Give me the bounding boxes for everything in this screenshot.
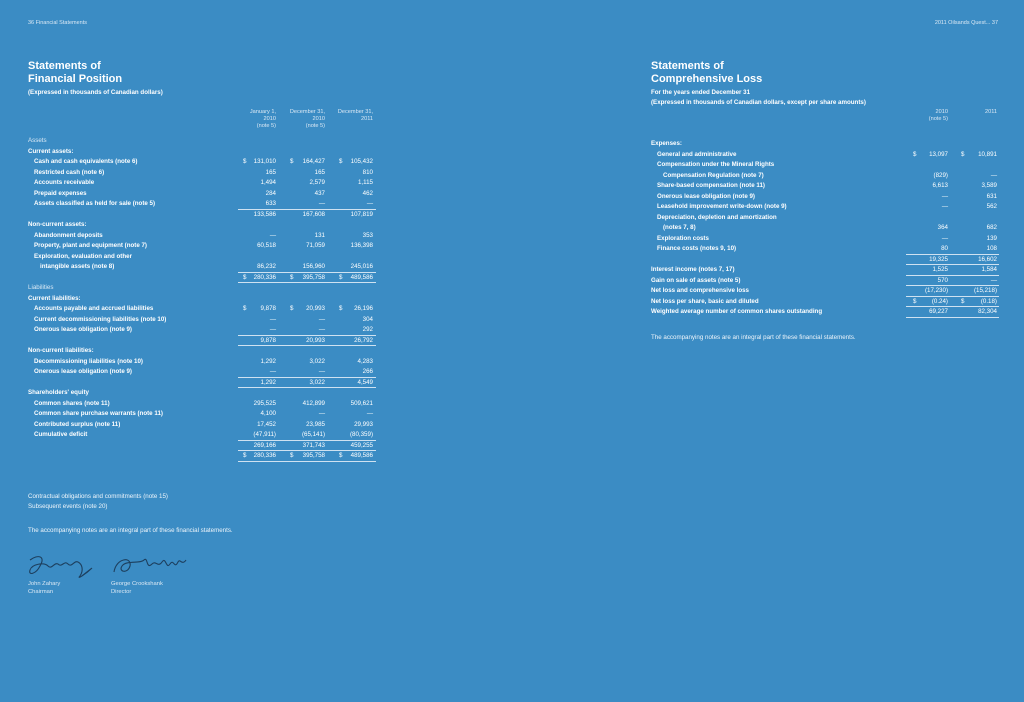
column-header-line: (note 5) (305, 123, 325, 129)
row-value: 395,758 (302, 452, 325, 459)
row-label: Expenses: (651, 140, 682, 147)
table-row (651, 234, 999, 245)
row-value: 682 (986, 224, 997, 231)
column-header-line: (note 5) (256, 123, 276, 129)
dollar-sign: $ (961, 297, 965, 305)
table-row (651, 223, 999, 234)
row-value: 133,586 (253, 210, 276, 218)
table-row (651, 160, 999, 171)
row-value: 105,432 (350, 158, 373, 165)
row-value: 3,022 (309, 378, 325, 386)
row-label: Cumulative deficit (34, 431, 88, 438)
row-value: 4,100 (260, 410, 276, 417)
table-row (28, 357, 376, 368)
column-header (888, 109, 948, 123)
table-row (651, 297, 999, 308)
table-row (28, 262, 376, 273)
row-value: 489,586 (350, 452, 373, 459)
row-value: 136,398 (350, 242, 373, 249)
row-label: Restricted cash (note 6) (34, 168, 105, 176)
table-row (651, 307, 999, 318)
row-label: Onerous lease obligation (note 9) (34, 326, 132, 333)
footnote: Subsequent events (note 20) (28, 503, 108, 510)
row-label: Accounts payable and accrued liabilities (34, 305, 154, 312)
row-label: Common share purchase warrants (note 11) (34, 410, 163, 417)
column-header-line: 2010 (312, 116, 325, 122)
row-value: 284 (265, 189, 276, 197)
row-value: 3,589 (981, 182, 997, 189)
row-value: 810 (362, 168, 373, 176)
table-row (28, 136, 376, 147)
row-value: 80 (941, 245, 948, 252)
table-row (28, 420, 376, 431)
table-row (651, 150, 999, 161)
row-value: — (269, 315, 276, 323)
row-label: Shareholders' equity (28, 389, 89, 396)
row-label: Accounts receivable (34, 179, 95, 186)
table-row (28, 441, 376, 452)
row-value: 17,452 (257, 420, 276, 428)
row-label: Compensation under the Mineral Rights (657, 161, 775, 168)
row-value: 1,292 (260, 357, 276, 365)
row-value: 295,525 (253, 399, 276, 407)
row-label: Leasehold improvement write-down (note 9) (657, 203, 787, 210)
row-label: Assets classified as held for sale (note 5) (34, 200, 156, 207)
column-header-line: 2011 (984, 109, 997, 115)
table-row (28, 367, 376, 378)
row-label: Onerous lease obligation (note 9) (657, 192, 755, 200)
table-row (28, 325, 376, 336)
row-value: 245,016 (350, 263, 373, 270)
table-row (651, 171, 999, 182)
row-value: — (269, 368, 276, 375)
row-value: (829) (933, 171, 948, 179)
signatory-role: Chairman (28, 589, 54, 595)
row-label: Prepaid expenses (34, 189, 87, 197)
column-header (216, 109, 276, 130)
row-value: 107,819 (350, 210, 373, 218)
table-row (28, 273, 376, 284)
table-row (28, 231, 376, 242)
table-row (651, 192, 999, 203)
row-value: 489,586 (350, 273, 373, 281)
row-value: — (366, 410, 373, 417)
row-value: 570 (937, 276, 948, 284)
signatory-role: Director (111, 589, 132, 595)
row-value: — (269, 231, 276, 239)
page-header-left: 36 Financial Statements (28, 20, 88, 26)
dollar-sign: $ (913, 150, 917, 158)
table-row (28, 294, 376, 305)
row-value: 82,304 (978, 308, 997, 315)
dollar-sign: $ (961, 150, 965, 158)
integral-note-right: The accompanying notes are an integral part of these financial statements. (651, 334, 856, 341)
row-value: — (941, 192, 948, 200)
dollar-sign: $ (290, 158, 294, 165)
table-row (28, 147, 376, 158)
row-value: 459,255 (350, 441, 373, 449)
table-row (28, 388, 376, 399)
row-value: 16,602 (978, 255, 997, 263)
table-row (28, 178, 376, 189)
row-value: 71,059 (306, 242, 325, 249)
table-row (28, 199, 376, 210)
row-value: 280,336 (253, 452, 276, 459)
table-row (28, 168, 376, 179)
row-value: 131,010 (253, 158, 276, 165)
row-label: General and administrative (657, 150, 737, 158)
row-value: — (318, 315, 325, 323)
dollar-sign: $ (243, 158, 247, 165)
row-value: — (366, 200, 373, 207)
title-line: Statements of (28, 60, 101, 72)
signature-zahary-image (24, 552, 96, 582)
row-value: 1,494 (260, 179, 276, 186)
signatory-2 (111, 580, 163, 596)
dollar-sign: $ (243, 305, 247, 312)
row-value: 364 (937, 224, 948, 231)
dollar-sign: $ (243, 273, 247, 281)
row-value: — (990, 276, 997, 284)
dollar-sign: $ (339, 305, 343, 312)
row-label: Compensation Regulation (note 7) (663, 171, 764, 179)
dollar-sign: $ (339, 452, 343, 459)
table-row (28, 346, 376, 357)
title-line: Statements of (651, 60, 724, 72)
row-value: 4,549 (357, 378, 373, 386)
comprehensive-loss-title (651, 60, 762, 86)
row-value: 2,579 (309, 179, 325, 186)
row-label: Cash and cash equivalents (note 6) (34, 158, 138, 165)
row-value: 6,613 (932, 182, 948, 189)
footnotes (28, 492, 168, 512)
row-label: (notes 7, 8) (663, 224, 696, 231)
row-value: 266 (362, 368, 373, 375)
column-header-line: 2010 (935, 109, 948, 115)
signatory-name: George Crookshank (111, 581, 163, 587)
table-row (651, 255, 999, 266)
column-header-line: December 31, (289, 109, 325, 115)
row-label: Abandonment deposits (34, 231, 103, 239)
table-row (28, 336, 376, 347)
row-value: 395,758 (302, 273, 325, 281)
table-row (28, 252, 376, 263)
row-label: Net loss per share, basic and diluted (651, 297, 759, 305)
row-value: 156,960 (302, 263, 325, 270)
row-label: intangible assets (note 8) (40, 263, 115, 270)
dollar-sign: $ (290, 273, 294, 281)
financial-position-title (28, 60, 122, 86)
row-value: 353 (362, 231, 373, 239)
title-line: Comprehensive Loss (651, 73, 763, 85)
row-value: 13,097 (929, 150, 948, 158)
row-value: — (990, 171, 997, 179)
comprehensive-loss-subtitle (651, 88, 866, 108)
row-value: 437 (314, 189, 325, 197)
row-value: 20,993 (306, 336, 325, 344)
row-label: Current decommissioning liabilities (note 10) (34, 315, 167, 323)
row-label: Gain on sale of assets (note 5) (651, 276, 741, 284)
row-value: 23,985 (306, 420, 325, 428)
row-label: Exploration, evaluation and other (34, 252, 132, 260)
financial-position-table (28, 136, 376, 462)
table-row (28, 378, 376, 389)
row-value: 3,022 (309, 357, 325, 365)
row-label: Property, plant and equipment (note 7) (34, 242, 147, 249)
signatory-1 (28, 580, 60, 596)
column-header-line: 2011 (360, 116, 373, 122)
table-row (28, 283, 376, 294)
dollar-sign: $ (243, 452, 247, 459)
row-value: 1,584 (981, 266, 997, 273)
table-row (28, 399, 376, 410)
signatory-name: John Zahary (28, 581, 61, 587)
table-row (28, 430, 376, 441)
row-value: 86,232 (257, 263, 276, 270)
column-header-line: December 31, (337, 109, 373, 115)
row-label: Liabilities (28, 284, 54, 291)
row-label: Share-based compensation (note 11) (657, 182, 765, 189)
row-label: Contributed surplus (note 11) (34, 420, 121, 428)
integral-note-left: The accompanying notes are an integral part of these financial statements. (28, 527, 233, 534)
row-label: Onerous lease obligation (note 9) (34, 368, 132, 375)
row-value: 139 (986, 234, 997, 242)
row-value: 371,743 (302, 441, 325, 449)
table-rule (238, 461, 376, 462)
row-value: 26,196 (354, 305, 373, 312)
row-label: Non-current liabilities: (28, 347, 94, 354)
column-header-line: (note 5) (928, 116, 948, 122)
row-value: 9,878 (260, 336, 276, 344)
row-value: — (318, 200, 325, 207)
row-value: — (941, 234, 948, 242)
row-value: 280,336 (253, 273, 276, 281)
row-value: 165 (314, 168, 325, 176)
row-value: 1,525 (932, 266, 948, 273)
table-row (28, 189, 376, 200)
row-value: 1,292 (260, 378, 276, 386)
row-value: 26,792 (354, 336, 373, 344)
row-value: (47,911) (253, 431, 276, 438)
row-value: 108 (986, 245, 997, 252)
row-value: — (318, 326, 325, 333)
subtitle-line: For the years ended December 31 (651, 89, 751, 96)
title-line: Financial Position (28, 73, 123, 85)
row-label: Depreciation, depletion and amortization (657, 213, 777, 221)
row-value: — (318, 368, 325, 375)
table-row (651, 276, 999, 287)
row-value: 269,166 (253, 441, 276, 449)
row-value: 631 (986, 192, 997, 200)
column-header-line: 2010 (263, 116, 276, 122)
table-row (28, 304, 376, 315)
table-row (651, 202, 999, 213)
column-header-line: January 1, (249, 109, 276, 115)
row-value: 131 (314, 231, 325, 239)
row-label: Decommissioning liabilities (note 10) (34, 357, 143, 365)
subtitle-line: (Expressed in thousands of Canadian dollars, except per share amounts) (651, 99, 866, 106)
table-row (651, 181, 999, 192)
dollar-sign: $ (290, 452, 294, 459)
row-value: 509,621 (350, 399, 373, 407)
table-row (28, 409, 376, 420)
row-value: (0.18) (980, 297, 997, 305)
dollar-sign: $ (339, 158, 343, 165)
row-value: 562 (986, 203, 997, 210)
dollar-sign: $ (913, 297, 917, 305)
row-value: (0.24) (931, 297, 948, 305)
row-value: 304 (362, 315, 373, 323)
row-label: Net loss and comprehensive loss (651, 287, 750, 294)
table-row (28, 315, 376, 326)
financial-position-subtitle: (Expressed in thousands of Canadian dollars) (28, 89, 163, 96)
row-value: 4,283 (357, 357, 373, 365)
row-value: 633 (265, 200, 276, 207)
dollar-sign: $ (290, 305, 294, 312)
row-value: — (941, 203, 948, 210)
dollar-sign: $ (339, 273, 343, 281)
table-row (28, 451, 376, 462)
row-label: Common shares (note 11) (34, 399, 110, 407)
row-value: 29,993 (354, 420, 373, 428)
table-row (651, 265, 999, 276)
table-row (651, 244, 999, 255)
table-row (651, 139, 999, 150)
row-value: 167,608 (302, 210, 325, 218)
row-value: 165 (265, 168, 276, 176)
row-value: 292 (362, 326, 373, 333)
row-value: 19,325 (929, 255, 948, 263)
row-value: 10,891 (978, 150, 997, 158)
row-label: Non-current assets: (28, 221, 87, 228)
row-value: 60,518 (257, 242, 276, 249)
row-value: 69,227 (929, 308, 948, 315)
comprehensive-loss-table (651, 139, 999, 318)
row-value: (15,218) (973, 287, 997, 294)
table-row (28, 210, 376, 221)
row-value: 164,427 (302, 158, 325, 165)
signature-crookshank-image (110, 552, 190, 582)
table-row (651, 286, 999, 297)
page-header-right: 2011 Oilsands Quest... 37 (934, 20, 998, 26)
row-value: 9,878 (260, 305, 276, 312)
table-row (28, 220, 376, 231)
row-value: (65,141) (301, 431, 325, 438)
table-rule (906, 317, 999, 318)
row-label: Finance costs (notes 9, 10) (657, 245, 737, 252)
row-value: 20,993 (306, 305, 325, 312)
row-value: — (269, 326, 276, 333)
row-value: 462 (362, 189, 373, 197)
row-value: (17,230) (924, 287, 948, 294)
table-row (28, 241, 376, 252)
row-value: 412,899 (302, 399, 325, 407)
row-label: Interest income (notes 7, 17) (651, 266, 735, 273)
table-row (28, 157, 376, 168)
row-value: (80,359) (349, 431, 373, 438)
table-row (651, 213, 999, 224)
row-label: Weighted average number of common shares outstanding (651, 308, 823, 315)
row-value: 1,115 (357, 179, 373, 186)
row-value: — (318, 410, 325, 417)
row-label: Assets (28, 137, 47, 144)
row-label: Current liabilities: (28, 294, 81, 302)
row-label: Exploration costs (657, 234, 709, 242)
footnote: Contractual obligations and commitments (note 15) (28, 493, 168, 500)
row-label: Current assets: (28, 147, 74, 155)
